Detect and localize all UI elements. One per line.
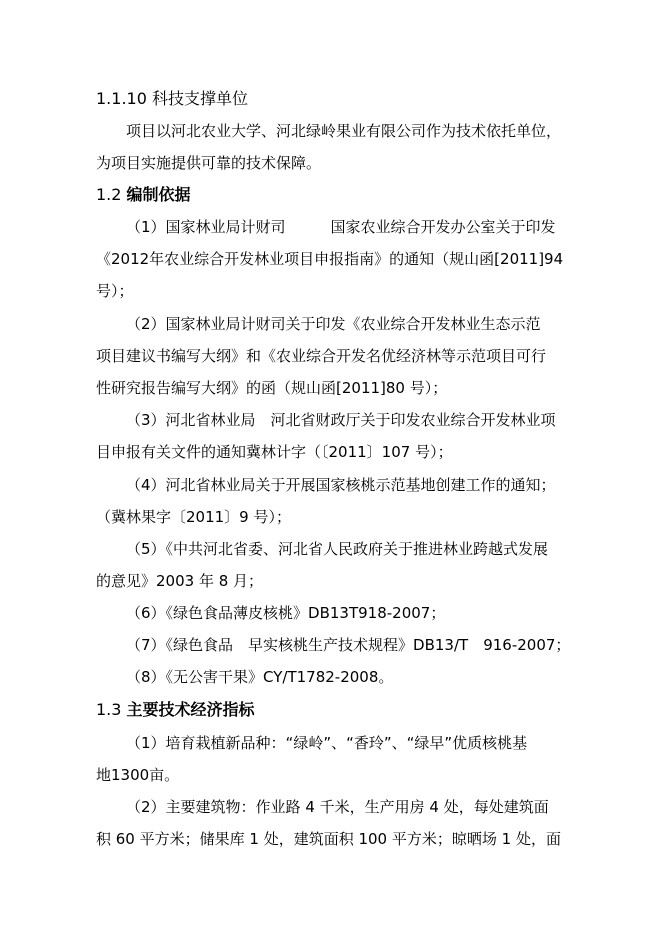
paragraph-line: 性研究报告编写大纲》的函（规山函[2011]80 号）；: [96, 379, 448, 397]
heading-title: 科技支撑单位: [151, 89, 248, 108]
heading-title: 编制依据: [126, 185, 191, 204]
paragraph-line: （3）河北省林业局 河北省财政厅关于印发农业综合开发林业项: [126, 411, 556, 429]
paragraph-line: 的意见》2003 年 8 月；: [96, 572, 264, 590]
paragraph-line: 地1300亩。: [96, 766, 180, 784]
heading-title: 主要技术经济指标: [126, 700, 255, 719]
paragraph-line: （4）河北省林业局关于开展国家核桃示范基地创建工作的通知；: [126, 476, 556, 494]
heading-1-2: [96, 185, 191, 205]
paragraph-line: 《2012年农业综合开发林业项目申报指南》的通知（规山函[2011]94: [96, 250, 564, 268]
heading-number: 1.2: [96, 185, 122, 204]
paragraph-line: 项目以河北农业大学、河北绿岭果业有限公司作为技术依托单位，: [126, 122, 562, 140]
paragraph-line: （2）国家林业局计财司关于印发《农业综合开发林业生态示范: [126, 315, 541, 333]
paragraph-line: （5）《中共河北省委、河北省人民政府关于推进林业跨越式发展: [126, 540, 549, 558]
paragraph-line: 项目建议书编写大纲》和《农业综合开发名优经济林等示范项目可行: [96, 347, 547, 365]
paragraph-line: （7）《绿色食品 早实核桃生产技术规程》DB13/T 916-2007；: [126, 636, 571, 654]
paragraph-line: 号）；: [96, 282, 134, 300]
paragraph-line: （2）主要建筑物：作业路 4 千米，生产用房 4 处，每处建筑面: [126, 798, 549, 816]
paragraph-line: 目申报有关文件的通知冀林计字（〔2011〕107 号）；: [96, 443, 453, 461]
heading-number: 1.1.10: [96, 89, 147, 108]
paragraph-line: 为项目实施提供可靠的技术保障。: [96, 154, 322, 172]
paragraph-line: （8）《无公害干果》CY/T1782-2008。: [126, 668, 394, 686]
heading-1-3: [96, 700, 255, 720]
paragraph-line: 积 60 平方米；储果库 1 处，建筑面积 100 平方米；晾晒场 1 处，面: [96, 830, 561, 848]
paragraph-line: （6）《绿色食品薄皮核桃》DB13T918-2007；: [126, 604, 446, 622]
heading-1-1-10: [96, 89, 248, 109]
paragraph-line: （冀林果字〔2011〕9 号）；: [96, 508, 291, 526]
heading-number: 1.3: [96, 700, 122, 719]
paragraph-line: （1）培育栽植新品种：“绿岭”、“香玲”、“绿早”优质核桃基: [126, 734, 528, 752]
paragraph-line: （1）国家林业局计财司 国家农业综合开发办公室关于印发: [126, 218, 556, 236]
